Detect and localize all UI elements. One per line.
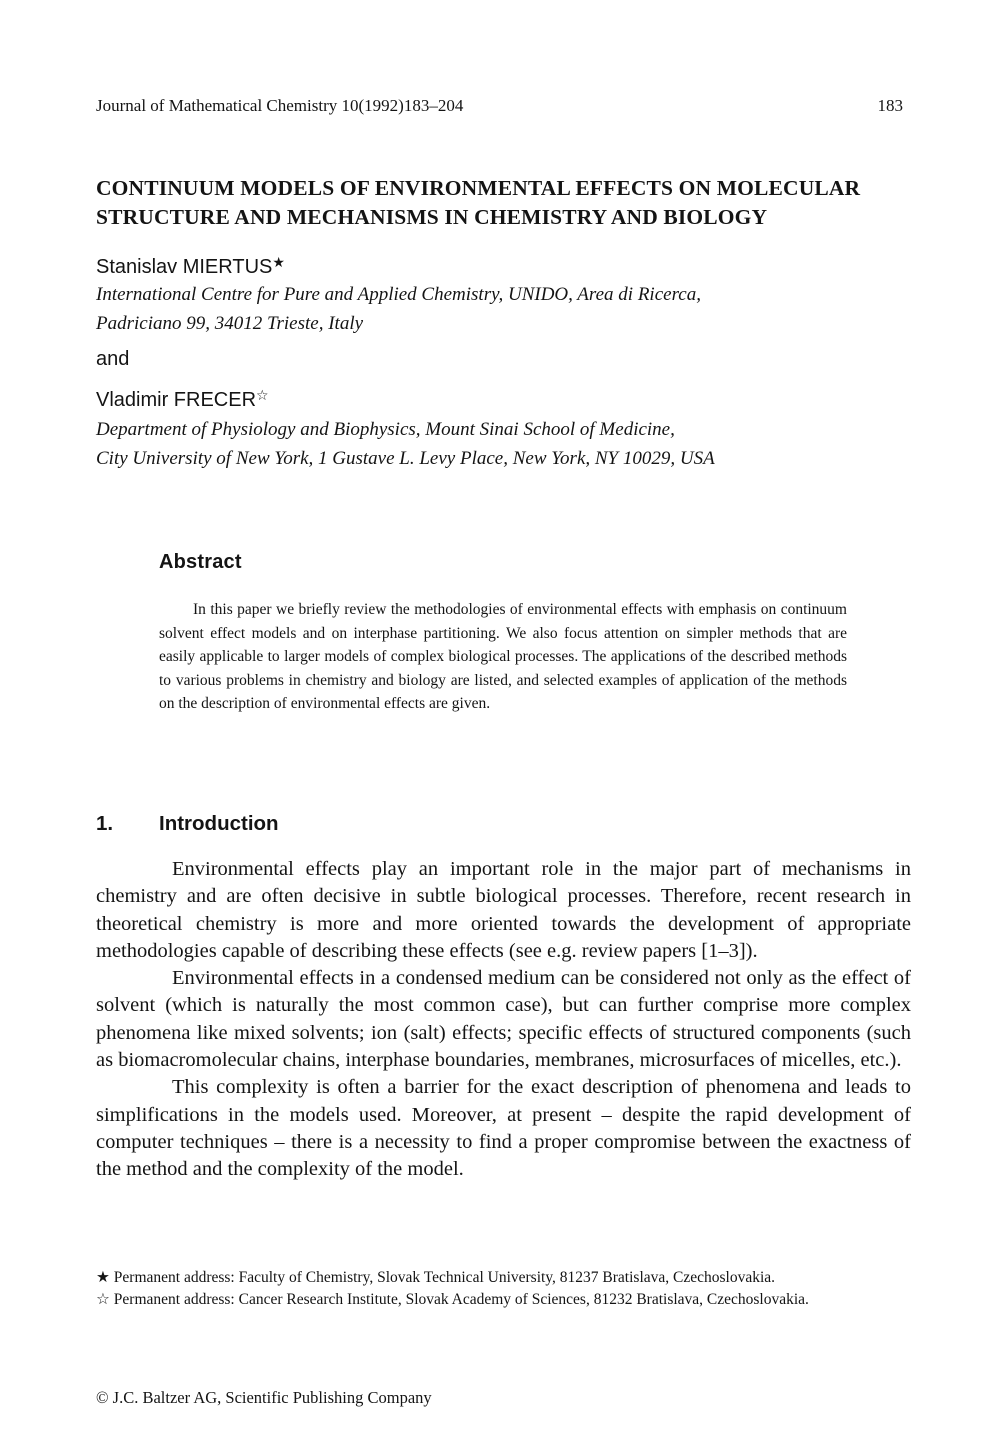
title-line-2: STRUCTURE AND MECHANISMS IN CHEMISTRY AND BIOLOGY bbox=[96, 205, 768, 229]
section-heading bbox=[96, 812, 279, 836]
footnote-2-mark: ☆ bbox=[96, 1291, 110, 1308]
paragraph: This complexity is often a barrier for the exact description of phenomena and leads to simplifications in the models used. Moreover, at present – despite the rapid development of computer techniques – there is a necessity to find a proper compromise between the exactness of the method and the complexity of the model. bbox=[96, 1076, 911, 1181]
author-1 bbox=[96, 256, 285, 279]
title-line-1: CONTINUUM MODELS OF ENVIRONMENTAL EFFECTS ON MOLECULAR bbox=[96, 176, 861, 200]
paper-title bbox=[96, 174, 926, 232]
affiliation-1-line-2: Padriciano 99, 34012 Trieste, Italy bbox=[96, 313, 364, 334]
author-2-affiliation bbox=[96, 415, 916, 473]
footnote-2-text: Permanent address: Cancer Research Institute, Slovak Academy of Sciences, 81232 Bratislava, Czechoslovakia. bbox=[113, 1291, 809, 1308]
journal-citation: Journal of Mathematical Chemistry 10(1992)183–204 bbox=[96, 96, 464, 115]
footnote-2 bbox=[96, 1289, 916, 1311]
section-title: Introduction bbox=[159, 812, 279, 835]
section-number: 1. bbox=[96, 812, 114, 835]
copyright-line: © J.C. Baltzer AG, Scientific Publishing Company bbox=[96, 1388, 432, 1407]
author-2-footnote-mark: ☆ bbox=[256, 387, 269, 403]
author-connector: and bbox=[96, 348, 130, 370]
footnote-1 bbox=[96, 1267, 916, 1289]
footnote-1-text: Permanent address: Faculty of Chemistry, Slovak Technical University, 81237 Bratislava, Czechoslovakia. bbox=[113, 1269, 776, 1286]
abstract-heading: Abstract bbox=[159, 551, 242, 573]
author-2 bbox=[96, 389, 269, 412]
footnotes bbox=[96, 1267, 916, 1311]
introduction-body bbox=[96, 856, 911, 1184]
paragraph: Environmental effects play an important role in the major part of mechanisms in chemistry and are often decisive in subtle biological processes. Therefore, recent research in theoretical chemistry is more and more oriented towards the development of appropriate methodologies capable of describing these effects (see e.g. review papers [1–3]). bbox=[96, 858, 911, 962]
footnote-1-mark: ★ bbox=[96, 1269, 110, 1286]
affiliation-1-line-1: International Centre for Pure and Applied Chemistry, UNIDO, Area di Ricerca, bbox=[96, 284, 701, 305]
author-1-name: Stanislav MIERTUS bbox=[96, 256, 273, 278]
affiliation-2-line-1: Department of Physiology and Biophysics, Mount Sinai School of Medicine, bbox=[96, 419, 675, 440]
author-2-name: Vladimir FRECER bbox=[96, 389, 257, 411]
affiliation-2-line-2: City University of New York, 1 Gustave L. Levy Place, New York, NY 10029, USA bbox=[96, 448, 715, 469]
abstract-body: In this paper we briefly review the methodologies of environmental effects with emphasis on continuum solvent effect models and on interphase partitioning. We also focus attention on simpler methods that are easily applicable to larger models of complex biological processes. The applications of the described methods to various problems in chemistry and biology are listed, and selected examples of application of the methods on the description of environmental effects are given. bbox=[159, 601, 847, 713]
author-1-footnote-mark: ★ bbox=[272, 254, 285, 270]
page-number: 183 bbox=[877, 96, 903, 115]
author-1-affiliation bbox=[96, 280, 916, 338]
running-head bbox=[96, 96, 903, 116]
paragraph: Environmental effects in a condensed medium can be considered not only as the effect of solvent (which is naturally the most common case), but can further comprise more complex phenomena like mixed solvents; ion (salt) effects; specific effects of structured components (such as biomacromolecular chains, interphase boundaries, membranes, microsurfaces of micelles, etc.). bbox=[96, 967, 911, 1072]
